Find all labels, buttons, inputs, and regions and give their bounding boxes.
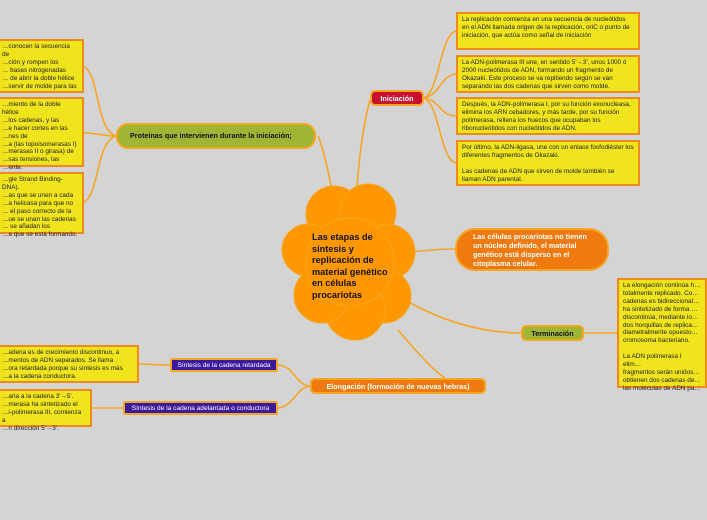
note-iniciacion-origen[interactable]: La replicación comienza en una secuencia de nucleótidos en el ADN llamada origen de la replicación, oriC o punto de iniciación, que actúa como señal de iniciación (456, 12, 640, 50)
topic-sintesis-retardada[interactable]: Síntesis de la cadena retardada (170, 358, 278, 372)
note-cadena-retardada[interactable]: …adena es de crecimiento discontinuo, a …mentos de ADN separados. Se llama …ora retardada porque su síntesis es más …a la cadena conductora. (0, 345, 139, 383)
note-proteinas-ssb[interactable]: …gle Strand Binding-DNA). …as que se unen a cada …a helicasa para que no … el paso correcto de la …ue se unan las cadenas … se añadan los …a que se está formando. (0, 172, 84, 234)
note-cadena-adelantada[interactable]: …aria a la cadena 3'→5'. …merasa ha sintetizado el …i-polimerasa III, comienza a …n dirección 5'→3'. (0, 389, 92, 427)
topic-celulas-procariotas[interactable]: Las células procariotas no tienen un núcleo definido, el material genético está disperso en el citoplasma celular. (455, 228, 609, 271)
note-proteinas-topoisomerasas[interactable]: …miento de la doble hélice …los cadenas, y las …e hacer cortes en las …nes de …a (las topoisomerasas I) …merasas II o girasa) de …sas tensiones, las …ente. (0, 97, 84, 167)
note-iniciacion-adn-polimerasa-i[interactable]: Después, la ADN-polimerasa I, por su función exonucleasa, elimina los ARN cebadores, y más tarde, por su función polimerasa, rellena los huecos que ocupaban los ribonucleótidos con nucleótidos de ADN. (456, 97, 640, 135)
central-topic[interactable]: Las etapas de síntesis y replicación de material genético en células procariotas (312, 232, 388, 300)
topic-terminacion[interactable]: Terminación (521, 325, 584, 341)
topic-elongacion[interactable]: Elongación (formación de nuevas hebras) (310, 378, 486, 394)
topic-sintesis-adelantada[interactable]: Síntesis de la cadena adelantada o conductora (123, 401, 278, 415)
note-iniciacion-adn-ligasa[interactable]: Por último, la ADN-ligasa, une con un enlace fosfodiéster los diferentes fragmentos de Okazaki. Las cadenas de ADN que sirven de molde también se llaman ADN parental. (456, 140, 640, 186)
note-iniciacion-adn-polimerasa-iii[interactable]: La ADN-polimerasa III une, en sentido 5'→3', unos 1000 ó 2000 nucleótidos de ADN, formando un fragmento de Okazaki. Este proceso se va repitiendo según se van separando las dos cadenas que sirven como molde. (456, 55, 640, 93)
note-terminacion[interactable]: La elongación continúa h… totalmente replicado. Co… cadenas es bidireccional… ha sintetizado de forma … discontinúa, mediante lo… dos horquillas de replica… diametralmente opuesto… cromosoma bacteriano. La ADN polimerasa I elim… fragmentos serán unidos… obtienen dos cadenas de… las moléculas de ADN pa… (617, 278, 707, 388)
topic-proteinas[interactable]: Proteínas que intervienen durante la iniciación; (116, 123, 316, 149)
topic-iniciacion[interactable]: Iniciación (370, 90, 424, 106)
note-proteinas-helicasas[interactable]: …conocen la secuencia de …ción y rompen los … bases nitrogenadas … de abrir la doble hélice …servir de molde para las (0, 39, 84, 93)
